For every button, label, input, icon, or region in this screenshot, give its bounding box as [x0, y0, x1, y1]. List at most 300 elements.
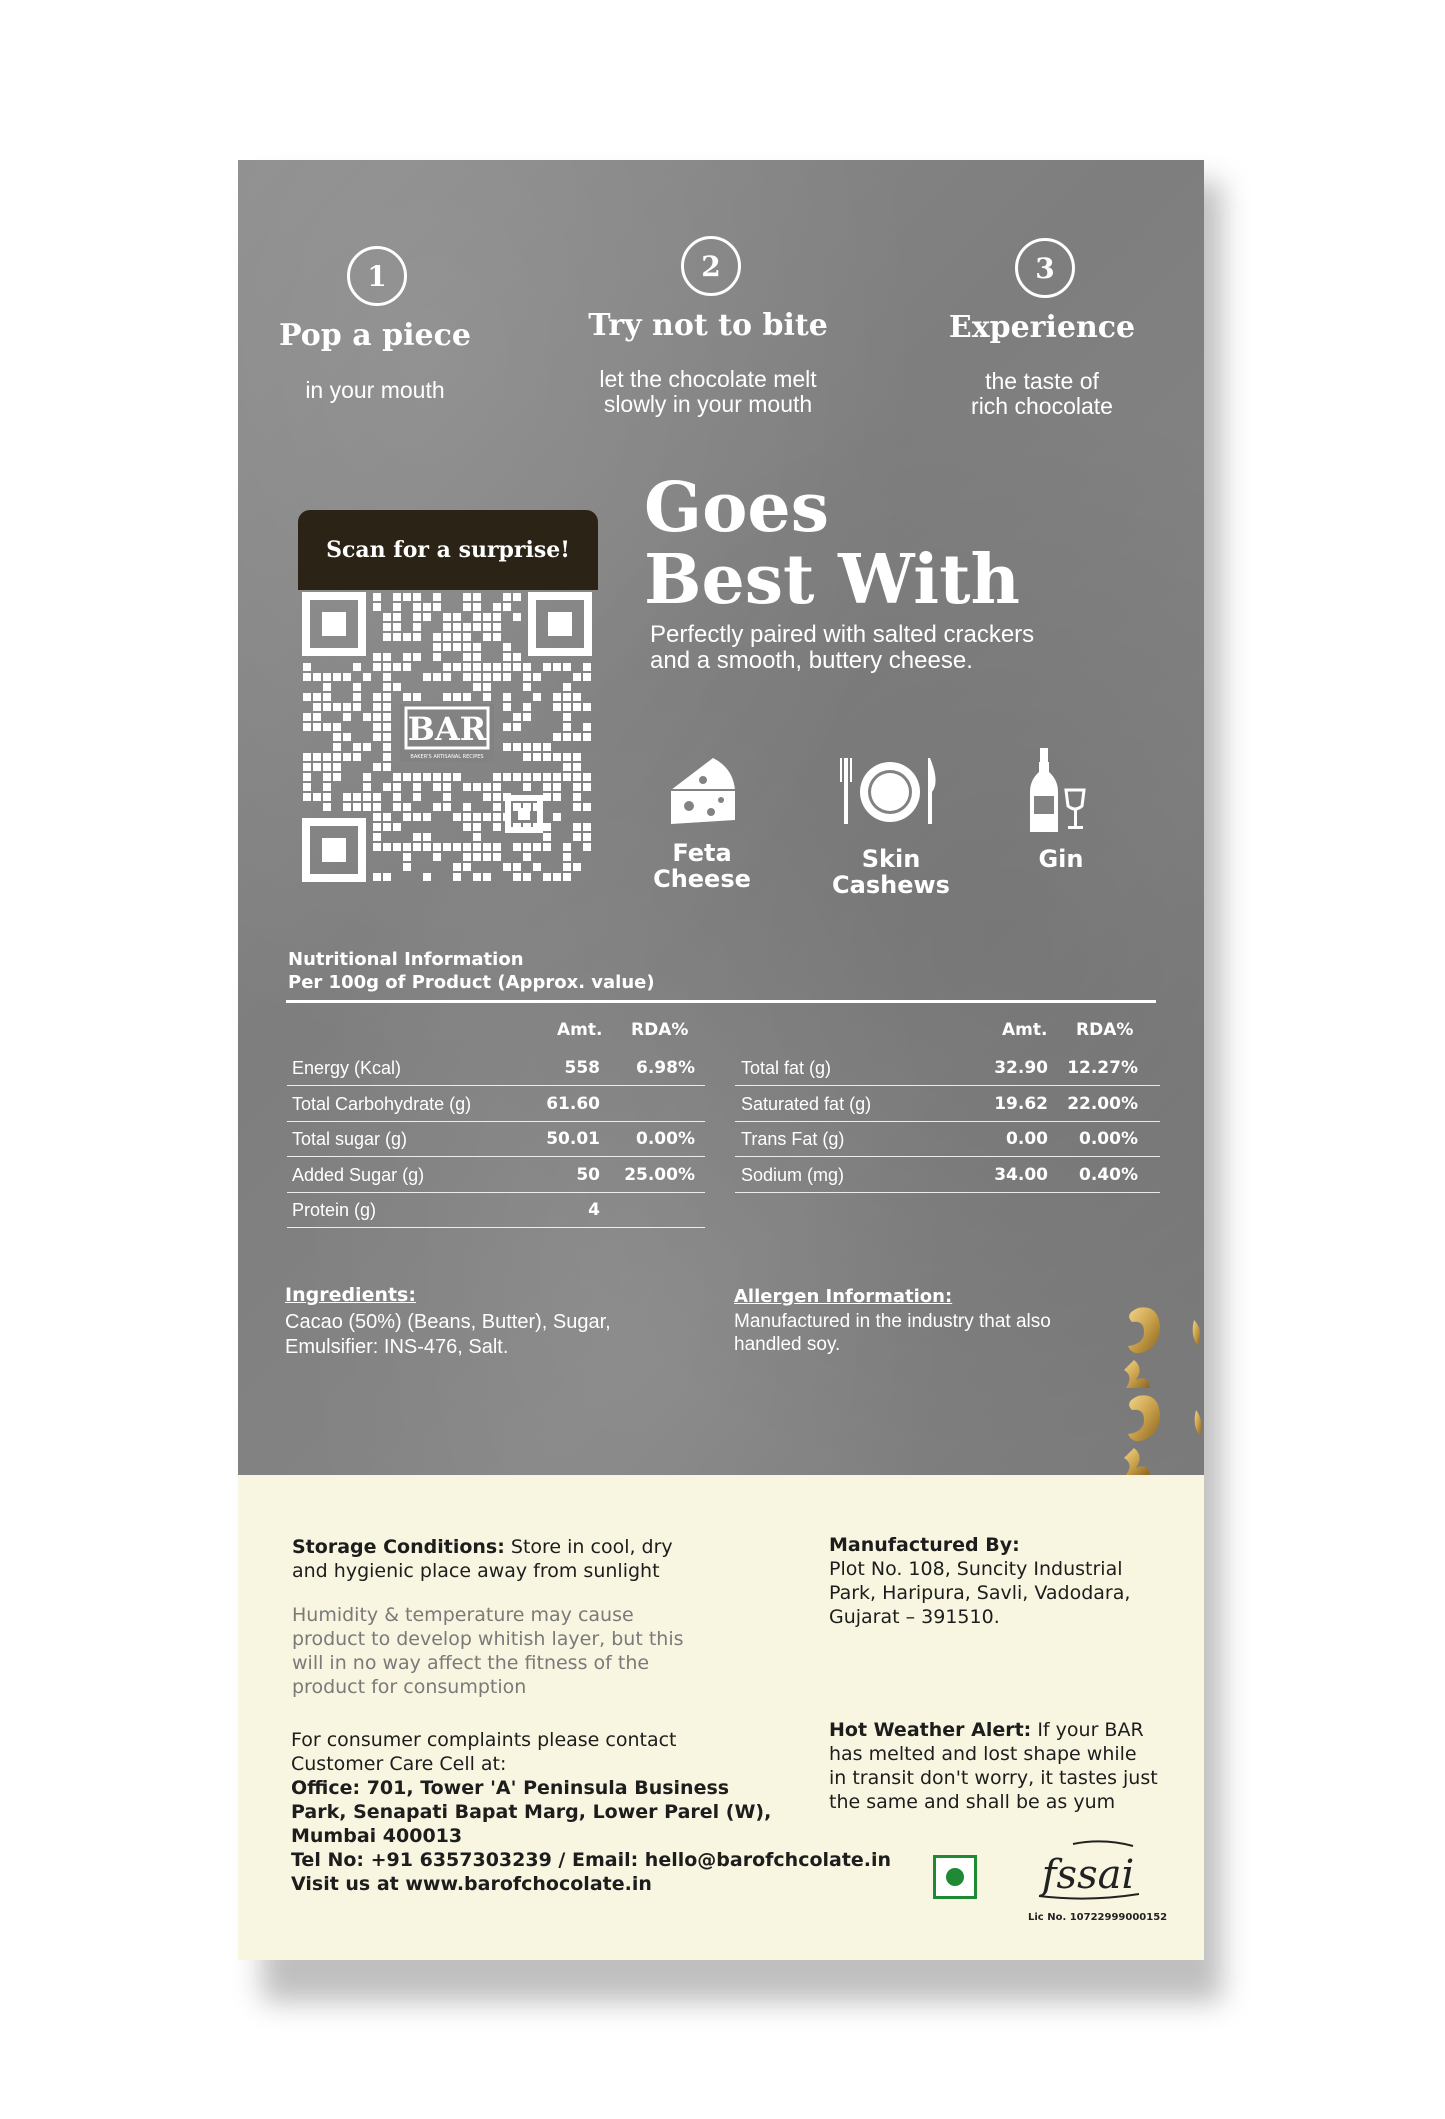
qr-code[interactable]: [302, 592, 592, 882]
qr-module: [433, 653, 441, 661]
qr-module: [463, 783, 471, 791]
qr-module: [503, 863, 511, 871]
qr-logo-text: BAR: [407, 710, 487, 748]
qr-module: [443, 773, 451, 781]
qr-module: [483, 793, 491, 801]
contact-line: For consumer complaints please contact: [291, 1729, 677, 1751]
qr-module: [393, 623, 401, 631]
qr-module: [483, 853, 491, 861]
allergen-line: handled soy.: [734, 1334, 841, 1355]
qr-module: [473, 643, 481, 651]
qr-module: [483, 783, 491, 791]
qr-module: [323, 703, 331, 711]
step-1-desc: [238, 378, 540, 403]
step-3-number: 3: [1015, 238, 1075, 298]
qr-module: [563, 763, 571, 771]
qr-module: [583, 803, 591, 811]
qr-module: [333, 753, 341, 761]
qr-module: [453, 613, 461, 621]
qr-module: [353, 683, 361, 691]
qr-module: [373, 723, 381, 731]
step-3-desc: [877, 369, 1204, 419]
qr-module: [403, 853, 411, 861]
veg-dot: [946, 1868, 964, 1886]
qr-module: [563, 863, 571, 871]
qr-module: [323, 693, 331, 701]
fssai-logo-icon: [1033, 1836, 1143, 1906]
qr-module: [573, 783, 581, 791]
nutrition-row-line: [287, 1156, 705, 1157]
qr-module: [393, 803, 401, 811]
qr-module: [383, 753, 391, 761]
hot-weather-line: has melted and lost shape while: [829, 1743, 1137, 1765]
qr-module: [433, 773, 441, 781]
office-address-line: Park, Senapati Bapat Marg, Lower Parel (W),: [291, 1801, 772, 1823]
qr-module: [413, 843, 421, 851]
qr-module: [363, 743, 371, 751]
contact-website[interactable]: Visit us at www.barofchocolate.in: [291, 1873, 652, 1895]
qr-module: [333, 763, 341, 771]
qr-module: [333, 733, 341, 741]
qr-module: [343, 733, 351, 741]
qr-module: [493, 803, 501, 811]
qr-module: [513, 843, 521, 851]
qr-module: [473, 853, 481, 861]
qr-module: [413, 653, 421, 661]
qr-module: [373, 653, 381, 661]
fssai-license: Lic No. 10722999000152: [1028, 1912, 1168, 1923]
manufacturer-line: Park, Haripura, Savli, Vadodara,: [829, 1582, 1131, 1604]
qr-module: [473, 593, 481, 601]
nutrition-row-line: [287, 1227, 705, 1228]
qr-module: [323, 803, 331, 811]
scan-badge: Scan for a surprise!: [298, 510, 598, 590]
qr-module: [463, 593, 471, 601]
qr-module: [413, 623, 421, 631]
qr-module: [553, 733, 561, 741]
wine-bottle-icon: [1030, 746, 1090, 836]
qr-module: [353, 753, 361, 761]
qr-module: [583, 733, 591, 741]
qr-module: [383, 623, 391, 631]
qr-module: [323, 773, 331, 781]
qr-module: [473, 823, 481, 831]
qr-module: [313, 713, 321, 721]
qr-module: [483, 633, 491, 641]
veg-mark-icon: [933, 1855, 977, 1899]
qr-module: [443, 663, 451, 671]
qr-module: [533, 693, 541, 701]
qr-module: [483, 613, 491, 621]
pairing-desc-line: and a smooth, buttery cheese.: [650, 647, 973, 674]
qr-module: [513, 713, 521, 721]
qr-module: [443, 643, 451, 651]
qr-module: [483, 693, 491, 701]
qr-module: [543, 773, 551, 781]
pairing-title-line: Best With: [644, 540, 1020, 620]
nutrition-label: Total sugar (g): [292, 1129, 408, 1149]
qr-module: [493, 603, 501, 611]
qr-finder-bottom-left: [306, 822, 362, 878]
qr-module: [443, 693, 451, 701]
qr-module: [373, 833, 381, 841]
nutrition-label: Saturated fat (g): [741, 1093, 872, 1114]
qr-module: [433, 633, 441, 641]
storage-label: Storage Conditions:: [292, 1536, 505, 1558]
qr-module: [573, 673, 581, 681]
nutrition-amt: 34.00: [994, 1164, 1048, 1185]
qr-module: [393, 823, 401, 831]
qr-module: [453, 873, 461, 881]
qr-module: [403, 593, 411, 601]
col-rda-header: RDA%: [1076, 1020, 1134, 1040]
nutrition-amt: 32.90: [994, 1058, 1048, 1078]
qr-module: [333, 743, 341, 751]
qr-module: [373, 823, 381, 831]
qr-module: [453, 633, 461, 641]
qr-module: [523, 843, 531, 851]
qr-module: [523, 853, 531, 861]
qr-module: [583, 673, 591, 681]
qr-module: [533, 743, 541, 751]
qr-module: [513, 773, 521, 781]
pairing-item-feta: [622, 840, 782, 892]
qr-module: [523, 713, 531, 721]
qr-module: [343, 753, 351, 761]
qr-module: [553, 753, 561, 761]
qr-module: [583, 773, 591, 781]
qr-module: [313, 793, 321, 801]
pairing-item-line: Skin: [861, 845, 921, 873]
qr-module: [403, 693, 411, 701]
qr-module: [303, 713, 311, 721]
qr-module: [303, 663, 311, 671]
qr-module: [333, 673, 341, 681]
qr-module: [573, 823, 581, 831]
qr-module: [323, 673, 331, 681]
qr-module: [513, 593, 521, 601]
qr-module: [443, 843, 451, 851]
nutrition-label: Total fat (g): [741, 1058, 832, 1078]
qr-module: [563, 853, 571, 861]
qr-module: [303, 723, 311, 731]
qr-module: [423, 673, 431, 681]
step-2-desc: [543, 367, 873, 417]
qr-module: [303, 763, 311, 771]
qr-module: [513, 743, 521, 751]
storage-note: [292, 1603, 684, 1699]
qr-logo-subtext: BAKER'S ARTISANAL RECIPES: [410, 754, 484, 760]
qr-module: [573, 693, 581, 701]
qr-module: [433, 803, 441, 811]
qr-module: [473, 843, 481, 851]
nutrition-label: Total Carbohydrate (g): [292, 1093, 472, 1114]
step-3-desc-line: the taste of: [985, 368, 1099, 394]
manufacturer-line: Plot No. 108, Suncity Industrial: [829, 1558, 1123, 1580]
qr-module: [323, 753, 331, 761]
qr-module: [573, 703, 581, 711]
allergen-text: [734, 1310, 1051, 1356]
qr-module: [353, 793, 361, 801]
hot-weather-line: in transit don't worry, it tastes just: [829, 1767, 1158, 1789]
qr-module: [513, 653, 521, 661]
step-2-desc-line: slowly in your mouth: [603, 391, 813, 417]
qr-module: [563, 703, 571, 711]
contact-line: Customer Care Cell at:: [291, 1753, 507, 1775]
nutrition-amt: 0.00: [1006, 1129, 1048, 1149]
qr-module: [433, 593, 441, 601]
qr-module: [303, 673, 311, 681]
nutrition-amt: 19.62: [994, 1093, 1048, 1114]
qr-module: [503, 663, 511, 671]
qr-module: [393, 793, 401, 801]
qr-module: [523, 783, 531, 791]
qr-module: [493, 793, 501, 801]
nutrition-label: Protein (g): [292, 1200, 377, 1220]
qr-module: [373, 803, 381, 811]
qr-module: [383, 813, 391, 821]
nutrition-amt: 4: [588, 1200, 600, 1220]
qr-module: [383, 633, 391, 641]
qr-module: [403, 773, 411, 781]
nutrition-amt: 50.01: [546, 1129, 600, 1149]
qr-module: [443, 673, 451, 681]
qr-module: [413, 783, 421, 791]
qr-module: [513, 863, 521, 871]
nutrition-rda: 0.00%: [636, 1129, 695, 1149]
qr-module: [453, 623, 461, 631]
pairing-item-line: Cashews: [832, 871, 950, 899]
qr-module: [353, 743, 361, 751]
qr-module: [533, 773, 541, 781]
step-3-title: Experience: [948, 310, 1136, 345]
qr-module: [553, 873, 561, 881]
qr-module: [513, 723, 521, 731]
qr-module: [313, 723, 321, 731]
qr-module: [573, 803, 581, 811]
qr-module: [463, 673, 471, 681]
qr-module: [503, 673, 511, 681]
qr-module: [393, 683, 401, 691]
nutrition-row-line: [287, 1192, 705, 1193]
qr-module: [563, 733, 571, 741]
qr-module: [463, 853, 471, 861]
qr-module: [383, 843, 391, 851]
qr-module: [473, 833, 481, 841]
qr-module: [503, 723, 511, 731]
qr-module: [543, 743, 551, 751]
qr-module: [373, 663, 381, 671]
qr-module: [393, 603, 401, 611]
qr-module: [463, 623, 471, 631]
nutrition-amt: 558: [564, 1058, 600, 1078]
pairing-item-cashews: [811, 846, 971, 898]
qr-module: [523, 873, 531, 881]
qr-module: [483, 623, 491, 631]
qr-module: [423, 613, 431, 621]
step-2-number: 2: [681, 236, 741, 296]
qr-module: [503, 703, 511, 711]
qr-module: [553, 793, 561, 801]
qr-module: [583, 723, 591, 731]
qr-module: [423, 873, 431, 881]
qr-module: [373, 713, 381, 721]
pairing-item-line: Feta: [672, 839, 732, 867]
qr-module: [363, 673, 371, 681]
qr-module: [463, 633, 471, 641]
qr-module: [543, 663, 551, 671]
qr-module: [473, 783, 481, 791]
qr-module: [403, 653, 411, 661]
storage-note-line: will in no way affect the fitness of the: [292, 1652, 650, 1674]
qr-module: [463, 863, 471, 871]
qr-finder-top-right: [532, 596, 588, 652]
qr-module: [483, 673, 491, 681]
step-2-title: Try not to bite: [588, 308, 828, 343]
qr-module: [573, 753, 581, 761]
qr-module: [383, 693, 391, 701]
qr-module: [323, 793, 331, 801]
qr-module: [403, 863, 411, 871]
qr-module: [373, 813, 381, 821]
qr-module: [343, 703, 351, 711]
qr-module: [473, 623, 481, 631]
col-amt-header: Amt.: [557, 1020, 603, 1040]
qr-module: [473, 813, 481, 821]
qr-module: [433, 673, 441, 681]
qr-module: [393, 593, 401, 601]
qr-module: [523, 663, 531, 671]
qr-module: [423, 603, 431, 611]
nutrition-rda: 12.27%: [1067, 1058, 1138, 1078]
qr-module: [353, 803, 361, 811]
qr-module: [503, 773, 511, 781]
qr-module: [533, 753, 541, 761]
qr-module: [323, 763, 331, 771]
storage-line: Store in cool, dry: [504, 1536, 673, 1558]
nutrition-row-line: [735, 1192, 1160, 1193]
qr-module: [463, 803, 471, 811]
nutrition-amt: 50: [576, 1164, 600, 1185]
nutrition-rda: 25.00%: [624, 1164, 695, 1185]
qr-module: [413, 693, 421, 701]
qr-module: [433, 643, 441, 651]
manufacturer-label: Manufactured By:: [829, 1534, 1020, 1556]
qr-module: [583, 843, 591, 851]
qr-module: [473, 613, 481, 621]
qr-module: [463, 663, 471, 671]
gold-ornament-icon: [1114, 1300, 1204, 1475]
gray-panel: [238, 160, 1204, 1475]
qr-module: [333, 773, 341, 781]
qr-module: [533, 843, 541, 851]
qr-module: [343, 803, 351, 811]
qr-module: [313, 703, 321, 711]
ingredients-title: Ingredients:: [285, 1284, 416, 1306]
qr-module: [493, 623, 501, 631]
qr-module: [573, 863, 581, 871]
qr-module: [563, 683, 571, 691]
qr-module: [383, 763, 391, 771]
qr-module: [553, 773, 561, 781]
nutrition-row-line: [287, 1121, 705, 1122]
qr-module: [473, 603, 481, 611]
contact-phone-email[interactable]: Tel No: +91 6357303239 / Email: hello@barofchcolate.in: [291, 1849, 892, 1871]
qr-module: [373, 763, 381, 771]
qr-module: [513, 873, 521, 881]
nutrition-label: Energy (Kcal): [292, 1058, 402, 1078]
qr-module: [403, 803, 411, 811]
qr-module: [353, 693, 361, 701]
qr-module: [563, 753, 571, 761]
qr-module: [503, 603, 511, 611]
qr-module: [413, 813, 421, 821]
col-rda-header: RDA%: [631, 1020, 689, 1040]
qr-module: [513, 613, 521, 621]
qr-module: [473, 663, 481, 671]
qr-module: [403, 813, 411, 821]
storage-conditions: [292, 1535, 673, 1583]
qr-module: [473, 653, 481, 661]
nutrition-label: Trans Fat (g): [741, 1129, 845, 1149]
qr-module: [583, 663, 591, 671]
pairing-item-line: Cheese: [653, 865, 751, 893]
qr-module: [583, 783, 591, 791]
storage-note-line: product for consumption: [292, 1676, 527, 1698]
qr-module: [383, 703, 391, 711]
qr-module: [543, 793, 551, 801]
qr-module: [323, 723, 331, 731]
qr-module: [393, 783, 401, 791]
qr-module: [463, 693, 471, 701]
qr-module: [423, 833, 431, 841]
qr-module: [343, 713, 351, 721]
qr-module: [573, 773, 581, 781]
qr-module: [413, 833, 421, 841]
qr-module: [493, 843, 501, 851]
nutrition-amt: 61.60: [546, 1093, 600, 1114]
qr-module: [413, 773, 421, 781]
qr-module: [443, 803, 451, 811]
qr-module: [543, 783, 551, 791]
qr-module: [473, 683, 481, 691]
qr-module: [363, 783, 371, 791]
pairing-title-line: Goes: [644, 468, 829, 548]
qr-module: [463, 843, 471, 851]
qr-module: [463, 813, 471, 821]
qr-module: [383, 663, 391, 671]
qr-module: [483, 813, 491, 821]
qr-module: [553, 813, 561, 821]
qr-module: [563, 843, 571, 851]
qr-module: [443, 793, 451, 801]
qr-module: [573, 793, 581, 801]
qr-module: [363, 803, 371, 811]
qr-module: [493, 773, 501, 781]
chocolate-pack-back: [238, 160, 1204, 1960]
qr-module: [383, 873, 391, 881]
qr-module: [563, 723, 571, 731]
step-1-number: 1: [347, 246, 407, 306]
qr-module: [553, 663, 561, 671]
qr-module: [493, 813, 501, 821]
qr-module: [433, 843, 441, 851]
qr-module: [383, 823, 391, 831]
qr-module: [553, 703, 561, 711]
qr-module: [523, 743, 531, 751]
nutrition-subtitle: Per 100g of Product (Approx. value): [288, 972, 655, 993]
qr-module: [413, 613, 421, 621]
